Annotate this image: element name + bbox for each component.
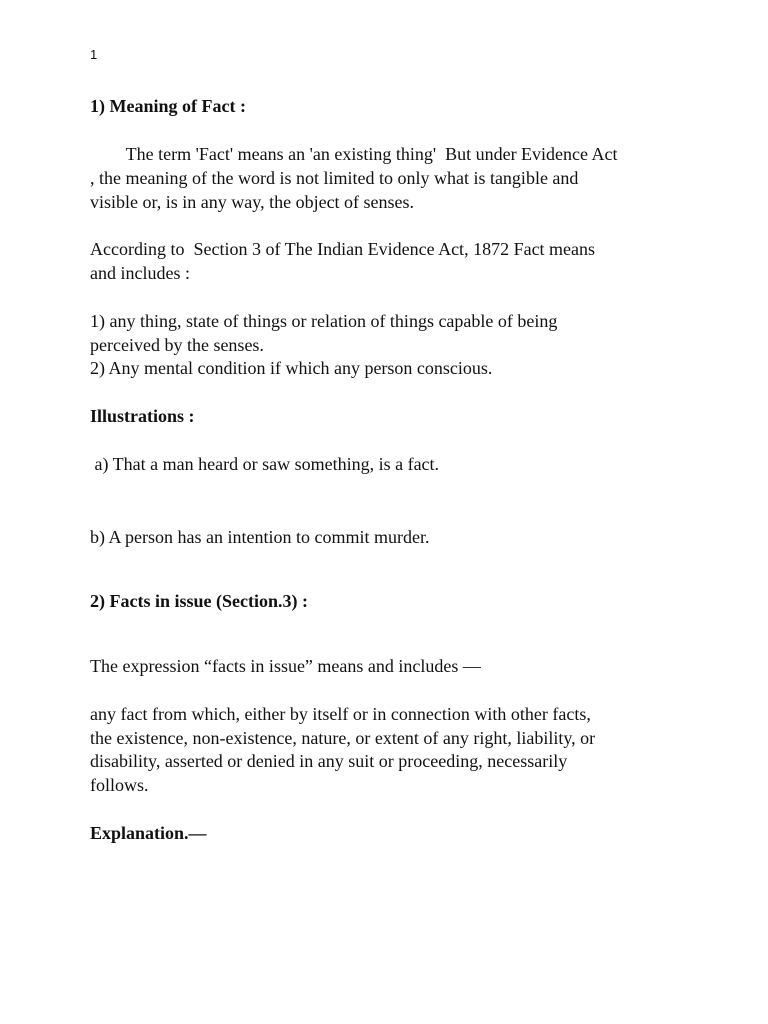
facts-in-issue-paragraph-line-3: disability, asserted or denied in any suit or proceeding, necessarily: [90, 751, 568, 771]
section-1-paragraph-1-line-2: , the meaning of the word is not limited to only what is tangible and: [90, 168, 579, 188]
facts-in-issue-paragraph-line-2: the existence, non-existence, nature, or extent of any right, liability, or: [90, 728, 596, 748]
facts-in-issue-intro: The expression “facts in issue” means and includes —: [90, 656, 481, 676]
section-1-paragraph-1-line-3: visible or, is in any way, the object of senses.: [90, 192, 415, 212]
section-1-paragraph-1-line-1: The term 'Fact' means an 'an existing thing' But under Evidence Act: [90, 144, 618, 164]
definition-list-line-3: 2) Any mental condition if which any person conscious.: [90, 358, 493, 378]
section-1-heading: 1) Meaning of Fact :: [90, 96, 246, 116]
section-2-heading: 2) Facts in issue (Section.3) :: [90, 591, 308, 611]
page-number: 1: [90, 47, 98, 62]
illustration-a: a) That a man heard or saw something, is a fact.: [90, 454, 440, 474]
illustrations-heading: Illustrations :: [90, 406, 195, 426]
definition-list-line-1: 1) any thing, state of things or relation of things capable of being: [90, 311, 558, 331]
section-1-paragraph-2-line-1: According to Section 3 of The Indian Evidence Act, 1872 Fact means: [90, 239, 596, 259]
explanation-heading: Explanation.—: [90, 823, 207, 843]
section-1-paragraph-2-line-2: and includes :: [90, 263, 190, 283]
illustration-b: b) A person has an intention to commit murder.: [90, 527, 430, 547]
facts-in-issue-paragraph-line-4: follows.: [90, 775, 149, 795]
definition-list-line-2: perceived by the senses.: [90, 335, 264, 355]
facts-in-issue-paragraph-line-1: any fact from which, either by itself or in connection with other facts,: [90, 704, 591, 724]
